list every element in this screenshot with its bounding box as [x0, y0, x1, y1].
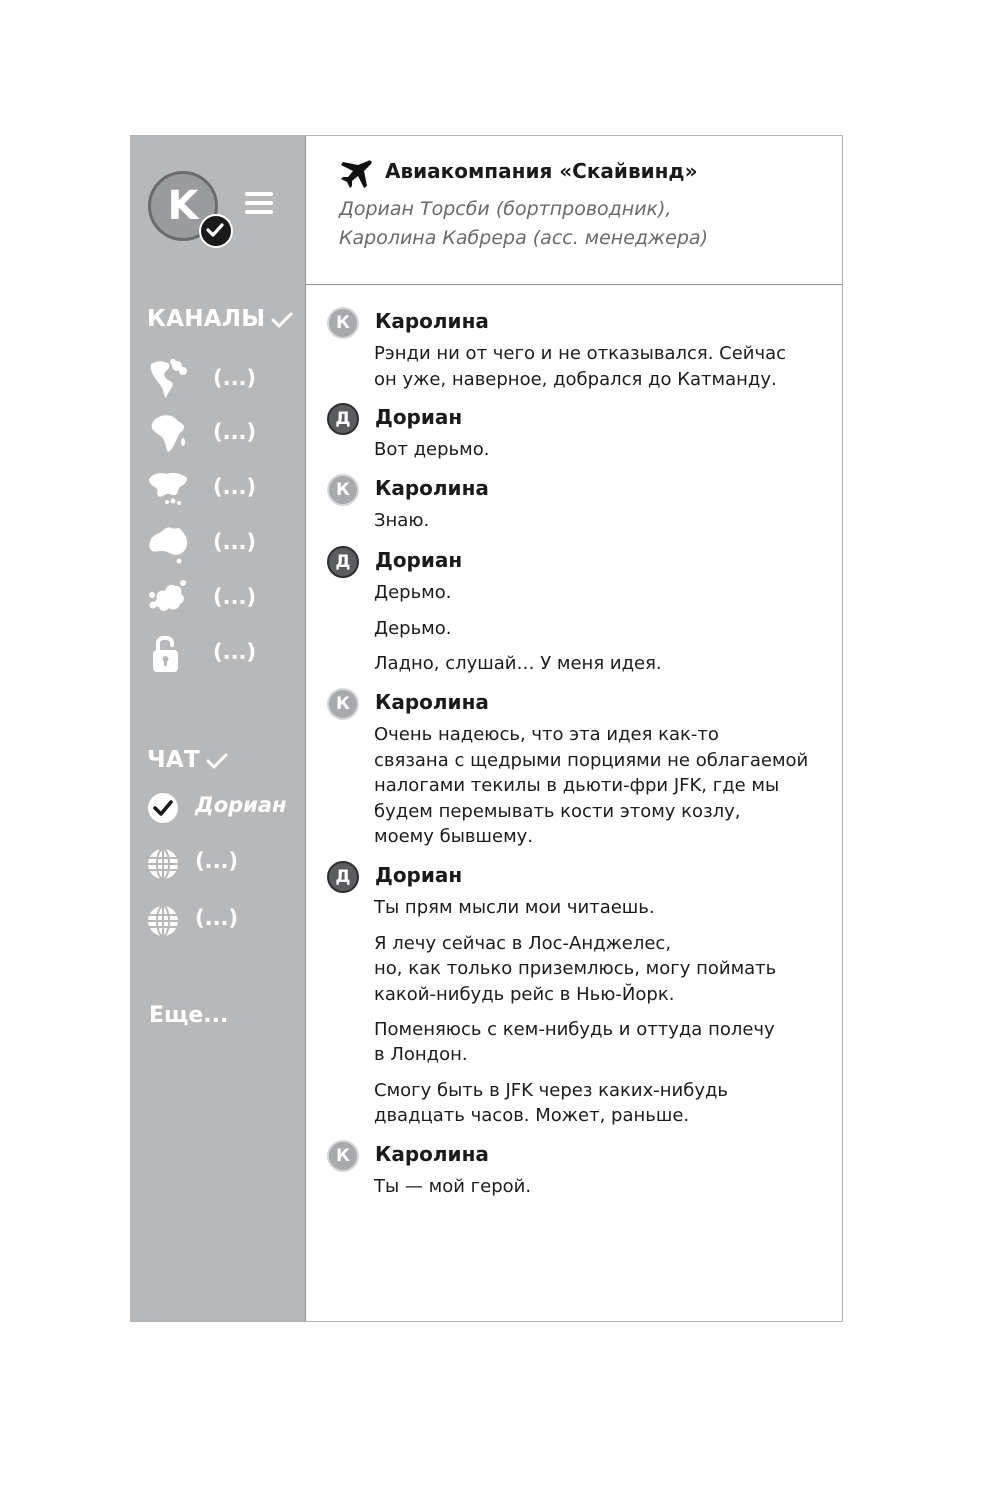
- channel-label: (...): [213, 640, 257, 664]
- author-avatar[interactable]: Д: [327, 546, 359, 578]
- author-name[interactable]: Дориан: [375, 405, 463, 429]
- message-text: будем перемывать кости этому козлу,: [374, 801, 741, 822]
- channel-label: (...): [213, 475, 257, 499]
- main-pane: [306, 136, 842, 1321]
- author-avatar[interactable]: Д: [327, 861, 359, 893]
- channel-item-asia[interactable]: [147, 467, 297, 511]
- message-text: Рэнди ни от чего и не отказывался. Сейчас: [374, 343, 787, 364]
- message-text: какой-нибудь рейс в Нью-Йорк.: [374, 984, 675, 1005]
- page-title: Авиакомпания «Скайвинд»: [385, 159, 698, 183]
- channel-label: (...): [213, 366, 257, 390]
- author-avatar[interactable]: К: [327, 307, 359, 339]
- check-circle-icon: [147, 792, 179, 824]
- more-link[interactable]: Еще...: [149, 1003, 229, 1028]
- africa-icon: [147, 412, 189, 454]
- menu-icon[interactable]: [245, 192, 273, 214]
- message-text: налогами текилы в дьюти-фри JFK, где мы: [374, 775, 780, 796]
- chat-item-3[interactable]: [147, 903, 297, 939]
- participants-line: Каролина Кабрера (асс. менеджера): [339, 227, 708, 249]
- chat-header: [306, 136, 842, 285]
- americas-icon: [147, 358, 189, 400]
- channel-item-locked[interactable]: [147, 632, 297, 676]
- channels-section-title[interactable]: [147, 306, 293, 332]
- message-text: двадцать часов. Может, раньше.: [374, 1105, 690, 1126]
- message-text: Ты — мой герой.: [374, 1176, 532, 1197]
- channel-item-africa[interactable]: [147, 412, 297, 456]
- channel-label: (...): [213, 530, 257, 554]
- asia-icon: [147, 467, 189, 509]
- author-avatar[interactable]: Д: [327, 403, 359, 435]
- chat-item-label: (...): [195, 906, 239, 930]
- author-avatar[interactable]: К: [327, 688, 359, 720]
- channel-label: (...): [213, 420, 257, 444]
- participants-line: Дориан Торсби (бортпроводник),: [339, 198, 672, 220]
- author-avatar[interactable]: К: [327, 474, 359, 506]
- airplane-icon: [341, 158, 373, 190]
- channels-check-icon: [271, 311, 293, 329]
- chat-item-label: Дориан: [195, 793, 287, 817]
- message-text: Ты прям мысли мои читаешь.: [374, 897, 655, 918]
- message-text: но, как только приземлюсь, могу поймать: [374, 958, 777, 979]
- message-text: он уже, наверное, добрался до Катманду.: [374, 369, 777, 390]
- author-name[interactable]: Каролина: [375, 1142, 489, 1166]
- message-text: Поменяюсь с кем-нибудь и оттуда полечу: [374, 1019, 775, 1040]
- globe-icon: [147, 905, 179, 937]
- chat-item-dorian[interactable]: [147, 790, 297, 826]
- message-text: Смогу быть в JFK через каких-нибудь: [374, 1080, 729, 1101]
- chat-item-label: (...): [195, 849, 239, 873]
- globe-icon: [147, 848, 179, 880]
- chat-check-icon: [206, 752, 228, 770]
- channel-item-europe[interactable]: [147, 577, 297, 621]
- chat-title-text: ЧАТ: [147, 747, 200, 773]
- author-name[interactable]: Каролина: [375, 309, 489, 333]
- author-name[interactable]: Каролина: [375, 690, 489, 714]
- message-text: в Лондон.: [374, 1044, 468, 1065]
- message-text: Знаю.: [374, 510, 430, 531]
- user-avatar[interactable]: K: [148, 171, 218, 241]
- sidebar: [131, 136, 306, 1321]
- chat-window: [130, 135, 843, 1322]
- author-name[interactable]: Дориан: [375, 863, 463, 887]
- author-name[interactable]: Дориан: [375, 548, 463, 572]
- lock-icon: [147, 632, 189, 674]
- chat-section-title[interactable]: [147, 747, 228, 773]
- message-text: моему бывшему.: [374, 826, 534, 847]
- channel-item-australia[interactable]: [147, 522, 297, 566]
- message-text: Дерьмо.: [374, 618, 452, 639]
- message-text: связана с щедрыми порциями не облагаемой: [374, 750, 809, 771]
- chat-item-2[interactable]: [147, 846, 297, 882]
- channel-label: (...): [213, 585, 257, 609]
- australia-icon: [147, 522, 189, 564]
- author-name[interactable]: Каролина: [375, 476, 489, 500]
- author-avatar[interactable]: К: [327, 1140, 359, 1172]
- message-text: Очень надеюсь, что эта идея как-то: [374, 724, 719, 745]
- europe-icon: [147, 577, 189, 619]
- message-text: Вот дерьмо.: [374, 439, 490, 460]
- channel-item-americas[interactable]: [147, 358, 297, 402]
- message-text: Ладно, слушай… У меня идея.: [374, 653, 662, 674]
- message-text: Я лечу сейчас в Лос-Анджелес,: [374, 933, 672, 954]
- channels-title-text: КАНАЛЫ: [147, 306, 266, 332]
- message-text: Дерьмо.: [374, 582, 452, 603]
- online-check-icon: [199, 214, 233, 248]
